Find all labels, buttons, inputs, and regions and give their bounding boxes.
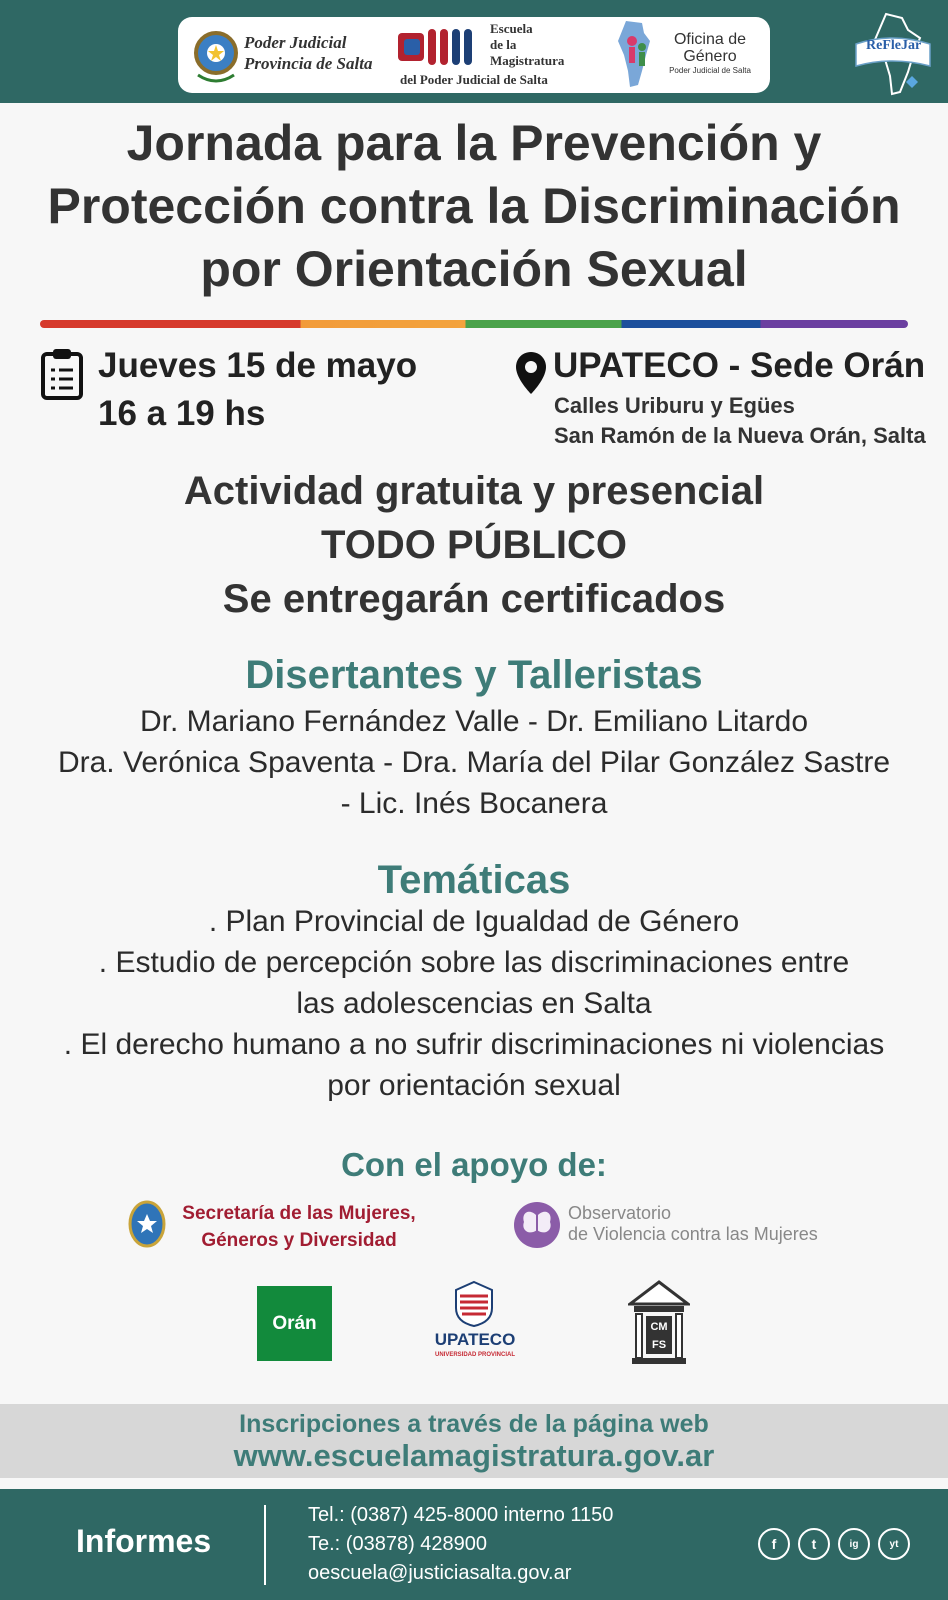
footer-label: Informes bbox=[76, 1523, 212, 1559]
secretaria-emblem-icon bbox=[128, 1200, 166, 1248]
facebook-icon[interactable]: f bbox=[758, 1528, 790, 1560]
poder-judicial-name bbox=[244, 32, 372, 74]
details-line1: Actividad gratuita y presencial bbox=[183, 469, 765, 513]
escuela-line4: del Poder Judicial de Salta bbox=[400, 72, 548, 87]
escuela-line2: de la bbox=[490, 37, 517, 52]
upateco-emblem-icon bbox=[452, 1280, 496, 1328]
topic-line3: las adolescencias en Salta bbox=[296, 987, 652, 1020]
title-line1: Jornada para la Prevención y bbox=[126, 115, 822, 171]
event-time: 16 a 19 hs bbox=[98, 394, 266, 433]
oran-logo-text: Orán bbox=[272, 1313, 317, 1334]
topic-line4: . El derecho humano a no sufrir discriminaciones ni violencias bbox=[63, 1028, 885, 1061]
oran-logo bbox=[257, 1286, 332, 1361]
event-date-time bbox=[98, 342, 417, 438]
footer-phone1: Tel.: (0387) 425-8000 interno 1150 bbox=[308, 1504, 614, 1526]
footer bbox=[0, 1489, 948, 1600]
registration-band bbox=[0, 1404, 948, 1478]
youtube-icon[interactable]: yt bbox=[878, 1528, 910, 1560]
address-line1: Calles Uriburu y Egües bbox=[554, 393, 795, 418]
secretaria-line1: Secretaría de las Mujeres, bbox=[182, 1203, 416, 1224]
title-line2: Protección contra la Discriminación bbox=[47, 178, 901, 234]
poder-judicial-line2: Provincia de Salta bbox=[244, 54, 373, 73]
calendar-clipboard-icon bbox=[40, 348, 84, 400]
page-title bbox=[10, 112, 938, 301]
observatorio-line1: Observatorio bbox=[568, 1203, 672, 1223]
footer-phone2: Te.: (03878) 428900 bbox=[308, 1533, 488, 1555]
event-details bbox=[0, 464, 948, 626]
twitter-icon[interactable]: t bbox=[798, 1528, 830, 1560]
upateco-subtitle: UNIVERSIDAD PROVINCIAL bbox=[434, 1352, 515, 1358]
address-line2: San Ramón de la Nueva Orán, Salta bbox=[554, 423, 926, 448]
topic-line1: . Plan Provincial de Igualdad de Género bbox=[208, 905, 740, 938]
speakers-line3: - Lic. Inés Bocanera bbox=[340, 787, 608, 820]
speakers-line2: Dra. Verónica Spaventa - Dra. María del Pilar González Sastre bbox=[57, 746, 891, 779]
topics-list bbox=[0, 901, 948, 1106]
oficina-genero-name bbox=[656, 31, 764, 77]
instagram-icon[interactable]: ig bbox=[838, 1528, 870, 1560]
oficina-line3: Poder Judicial de Salta bbox=[669, 66, 751, 75]
upateco-wordmark: UPATECO bbox=[434, 1330, 516, 1349]
speakers-line1: Dr. Mariano Fernández Valle - Dr. Emiliano Litardo bbox=[139, 705, 809, 738]
footer-email-link[interactable]: oescuela@justiciasalta.gov.ar bbox=[308, 1562, 572, 1584]
location-pin-icon bbox=[514, 350, 548, 396]
registration-text: Inscripciones a través de la página web bbox=[239, 1410, 709, 1438]
topics-heading: Temáticas bbox=[377, 858, 571, 902]
observatorio-line2: de Violencia contra las Mujeres bbox=[568, 1224, 818, 1244]
escuela-line3: Magistratura bbox=[490, 53, 565, 68]
reflejar-logo-icon bbox=[852, 12, 934, 96]
observatorio-butterfly-icon bbox=[512, 1200, 562, 1250]
cmfs-initials: CM FS bbox=[650, 1321, 668, 1351]
salta-shield-icon bbox=[192, 25, 240, 85]
oficina-line1: Oficina de bbox=[673, 31, 747, 48]
title-line3: por Orientación Sexual bbox=[200, 241, 748, 297]
speakers-list bbox=[0, 701, 948, 824]
topic-line2: . Estudio de percepción sobre las discriminaciones entre bbox=[98, 946, 850, 979]
escuela-line1: Escuela bbox=[490, 21, 533, 36]
footer-contacts bbox=[308, 1501, 613, 1588]
observatorio-name bbox=[568, 1203, 818, 1245]
event-address bbox=[554, 391, 926, 451]
escuela-name bbox=[490, 21, 564, 69]
social-icons bbox=[758, 1528, 910, 1560]
secretaria-line2: Géneros y Diversidad bbox=[201, 1230, 397, 1251]
escuela-magistratura-logo-icon bbox=[398, 25, 490, 69]
header-band bbox=[0, 0, 948, 103]
secretaria-name bbox=[170, 1200, 428, 1254]
topic-line5: por orientación sexual bbox=[327, 1069, 621, 1102]
details-line2: TODO PÚBLICO bbox=[321, 523, 627, 567]
event-venue: UPATECO - Sede Orán bbox=[553, 346, 926, 385]
rainbow-divider bbox=[40, 320, 908, 328]
event-date: Jueves 15 de mayo bbox=[98, 346, 418, 385]
oficina-genero-map-icon bbox=[612, 19, 656, 91]
poder-judicial-line1: Poder Judicial bbox=[244, 33, 347, 52]
footer-divider bbox=[264, 1505, 266, 1585]
reflejar-text: ReFleJar bbox=[866, 38, 922, 53]
speakers-heading: Disertantes y Talleristas bbox=[245, 653, 703, 697]
details-line3: Se entregarán certificados bbox=[222, 577, 726, 621]
registration-url-link[interactable]: www.escuelamagistratura.gov.ar bbox=[233, 1438, 715, 1473]
oficina-line2: Género bbox=[683, 48, 737, 65]
sponsors-heading: Con el apoyo de: bbox=[341, 1146, 607, 1183]
logo-strip bbox=[178, 17, 770, 93]
